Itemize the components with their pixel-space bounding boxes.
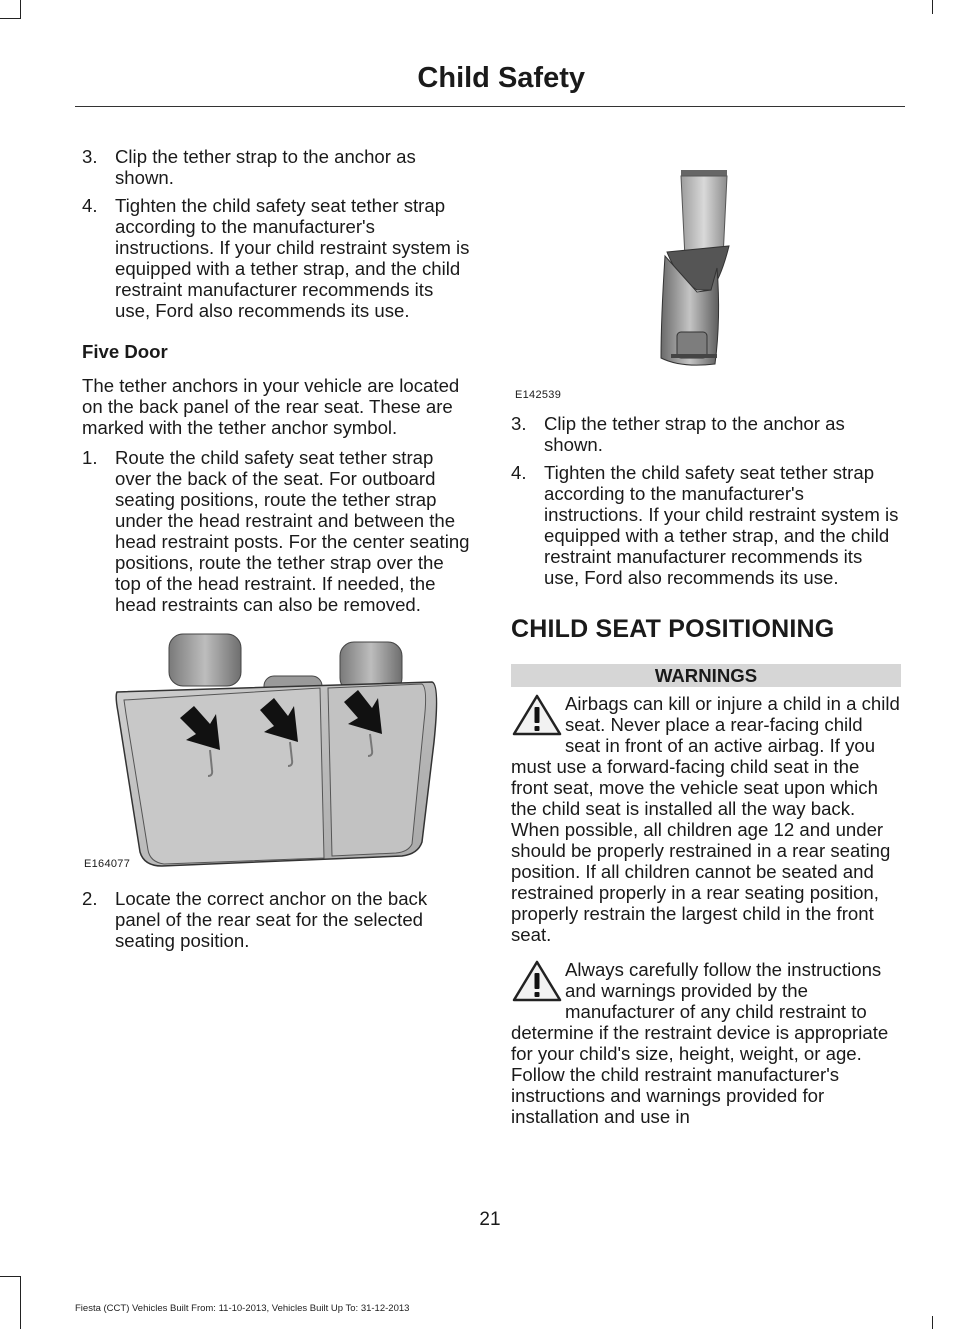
step-text: Tighten the child safety seat tether strap according to the manufacturer's instructions. If your child restraint system is equipped with a tether strap, and the child restraint manufacturer recommends its use, Ford also recommends its use.: [544, 462, 899, 588]
step-number: 3.: [82, 146, 98, 167]
step-text: Clip the tether strap to the anchor as shown.: [544, 413, 845, 455]
warning-block: [511, 959, 901, 1127]
footer-note: Fiesta (CCT) Vehicles Built From: 11-10-2013, Vehicles Built Up To: 31-12-2013: [75, 1303, 410, 1314]
step-number: 3.: [511, 413, 527, 434]
page-number: 21: [479, 1209, 501, 1230]
page-title: Child Safety: [417, 62, 585, 94]
crop-mark: [0, 1276, 20, 1277]
warning-block: [511, 693, 901, 945]
warnings-banner: WARNINGS: [511, 664, 901, 687]
tether-anchor-figure: [511, 146, 901, 406]
step-number: 1.: [82, 447, 98, 468]
figure-code: E142539: [515, 389, 562, 401]
warning-triangle-icon: [511, 693, 563, 737]
section-title: CHILD SEAT POSITIONING: [511, 615, 835, 643]
warning-text: Always carefully follow the instructions and warnings provided by the manufacturer of any child restraint to determine if the restraint device is appropriate for your child's size, height, weight, or age. Follow the child restraint manufacturer's instructions and warnings provided for installation and use in: [511, 959, 889, 1127]
rear-seat-figure: [82, 622, 472, 880]
list-item: [82, 447, 472, 615]
rear-seat-illustration: [82, 622, 472, 867]
crop-mark: [932, 0, 933, 14]
step-text: Clip the tether strap to the anchor as shown.: [115, 146, 416, 188]
step-text: Locate the correct anchor on the back panel of the rear seat for the selected seating position.: [115, 888, 428, 951]
subheading: Five Door: [82, 341, 168, 362]
list-item: [511, 462, 901, 588]
step-number: 2.: [82, 888, 98, 909]
crop-mark: [20, 0, 21, 19]
list-item: [511, 413, 901, 455]
crop-mark: [932, 1316, 933, 1329]
list-item: [82, 888, 472, 951]
crop-mark: [20, 1276, 21, 1329]
step-text: Tighten the child safety seat tether strap according to the manufacturer's instructions. If your child restraint system is equipped with a tether strap, and the child restraint manufacturer recommends its use, Ford also recommends its use.: [115, 195, 470, 321]
warning-text: Airbags can kill or injure a child in a child seat. Never place a rear-facing child seat in front of an active airbag. If you must use a forward-facing child seat in the front seat, move the vehicle seat upon which the child seat is installed all the way back. When possible, all children age 12 and under should be properly restrained in a rear seating position. If all children cannot be seated and restrained properly in a rear seating position, properly restrain the largest child in the front seat.: [511, 693, 900, 945]
tether-anchor-illustration: [511, 168, 901, 398]
header-divider: [75, 106, 905, 107]
step-text: Route the child safety seat tether strap over the back of the seat. For outboard seating positions, route the tether strap under the head restraint and between the head restraint posts. For the center seating positions, route the tether strap over the top of the head restraint. If needed, the head restraints can also be removed.: [115, 447, 470, 615]
left-column: [82, 146, 472, 958]
figure-code: E164077: [84, 858, 131, 870]
step-number: 4.: [82, 195, 98, 216]
list-item: [82, 146, 472, 188]
list-item: [82, 195, 472, 321]
step-number: 4.: [511, 462, 527, 483]
warning-triangle-icon: [511, 959, 563, 1003]
right-column: [511, 146, 901, 1141]
crop-mark: [0, 18, 20, 19]
intro-paragraph: The tether anchors in your vehicle are located on the back panel of the rear seat. These are marked with the tether anchor symbol.: [82, 375, 460, 438]
